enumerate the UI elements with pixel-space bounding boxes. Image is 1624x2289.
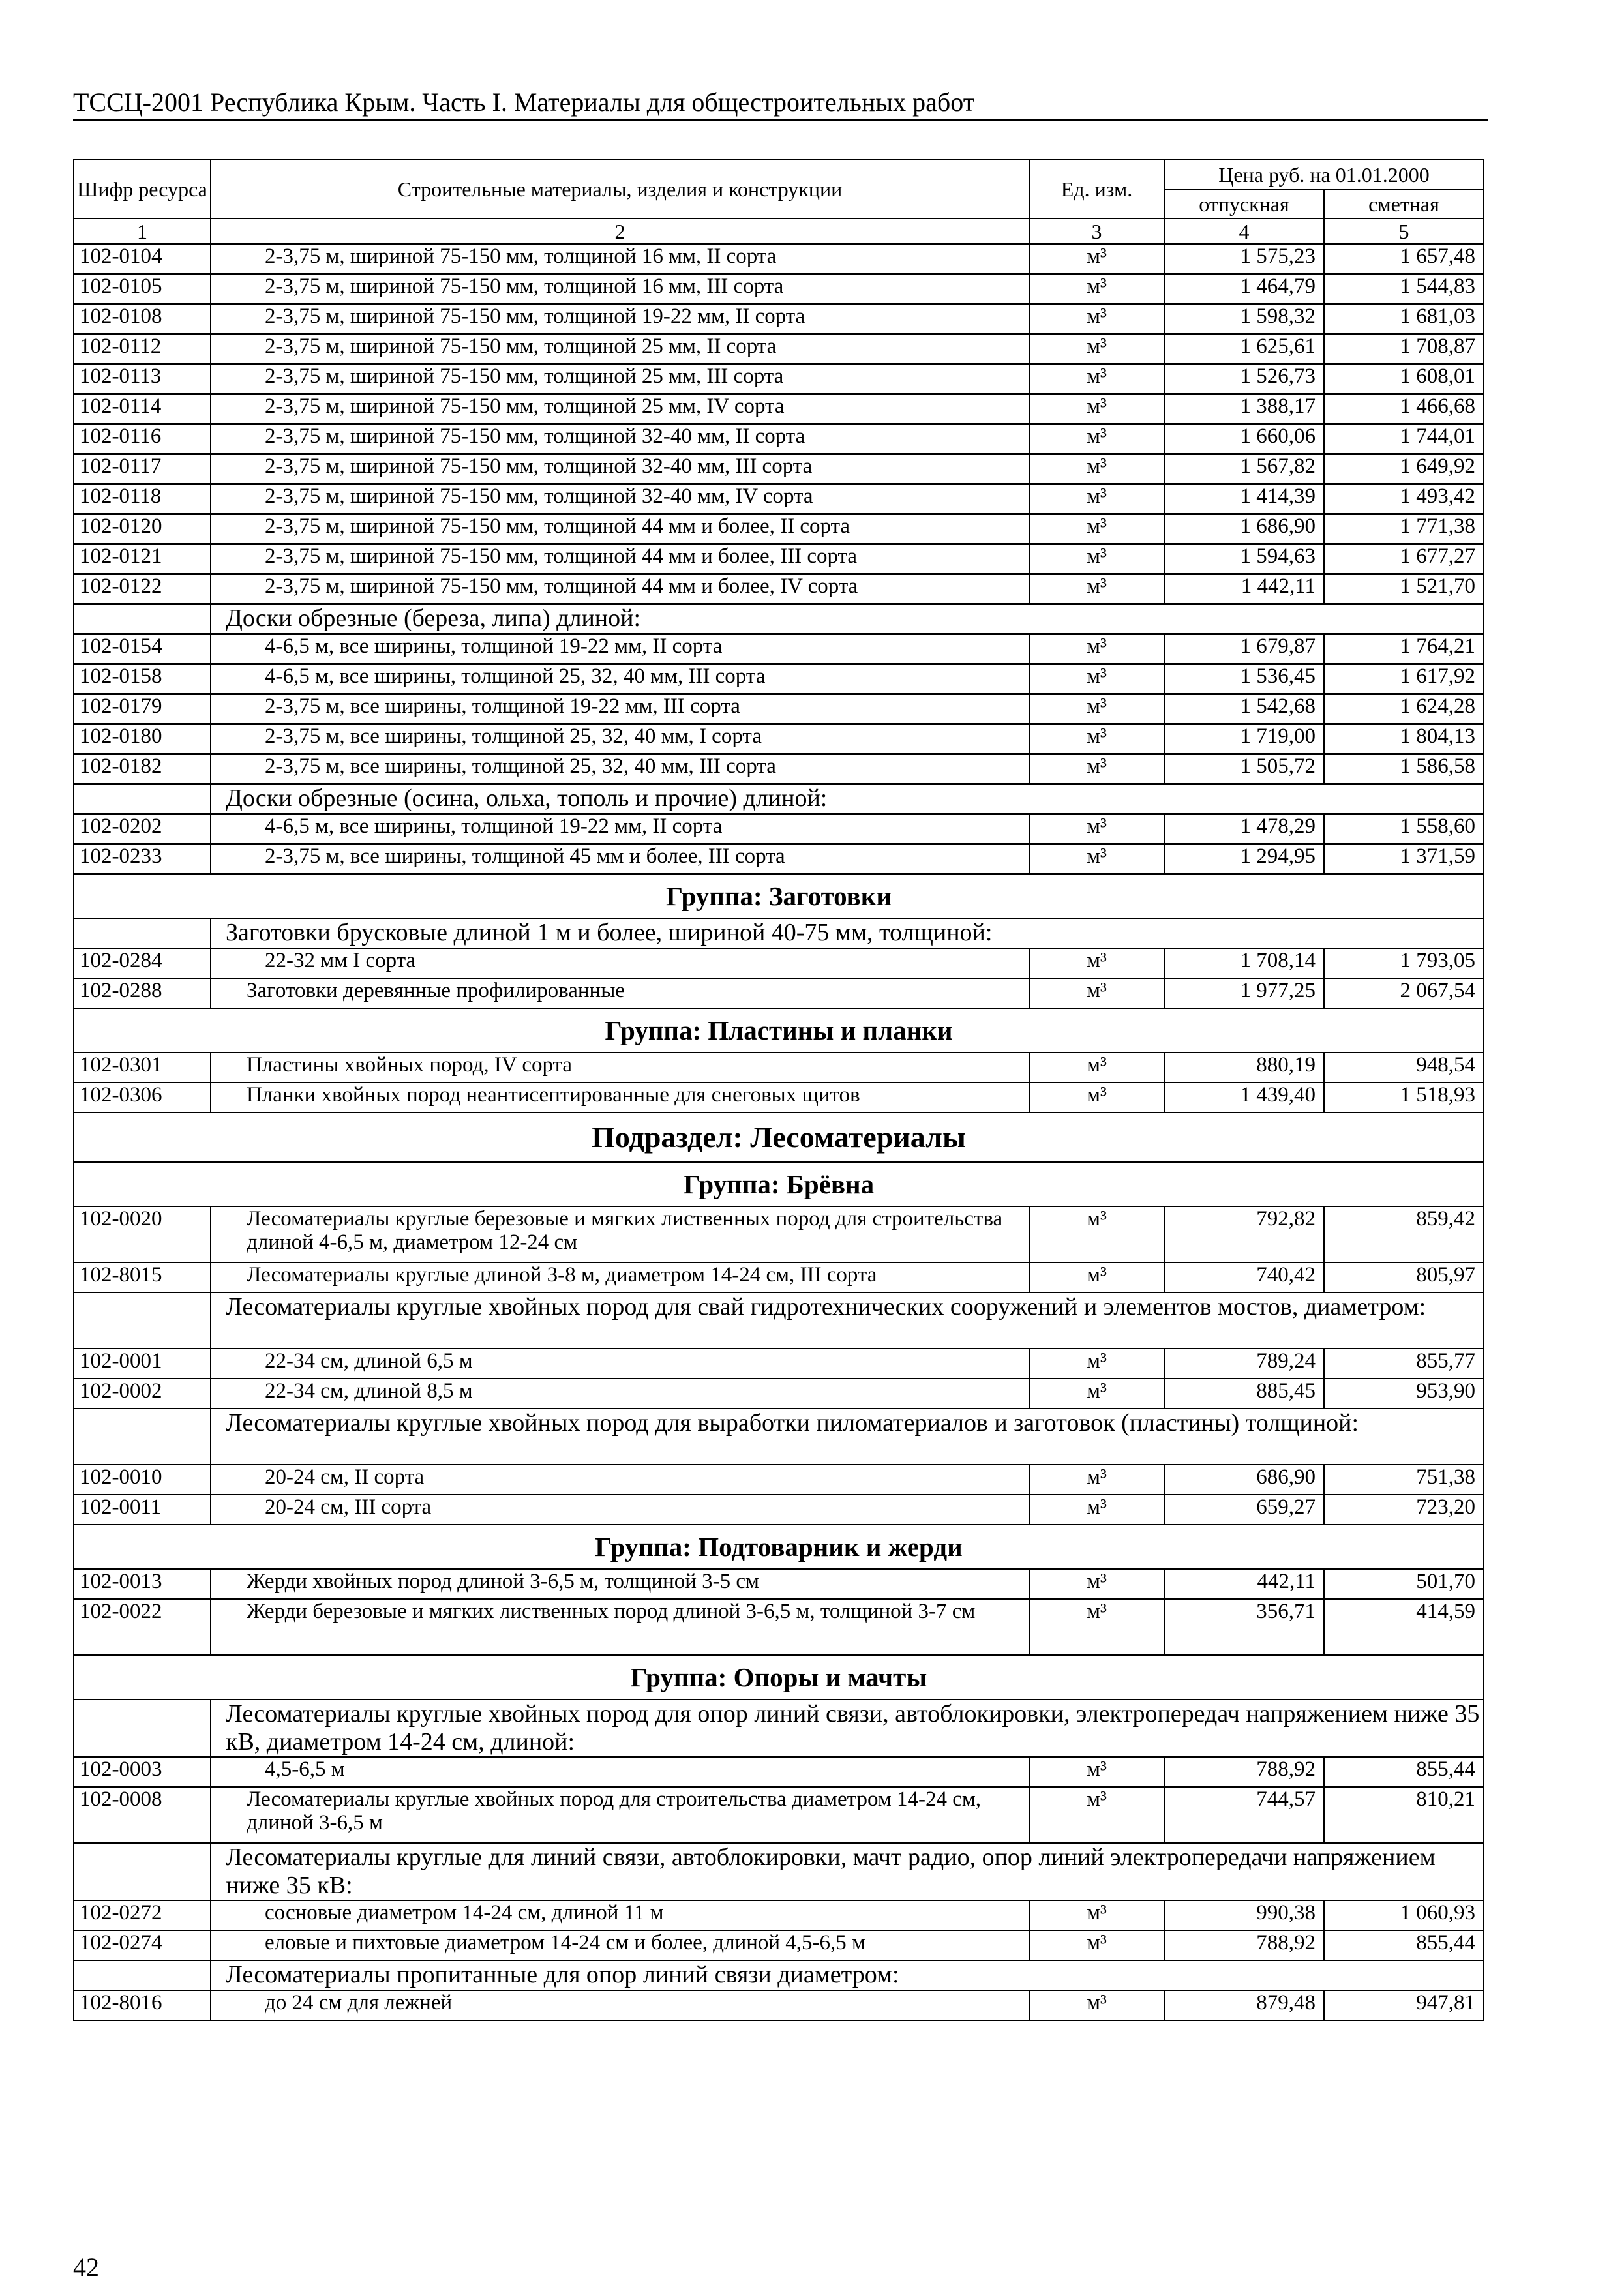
running-header: ТССЦ-2001 Республика Крым. Часть I. Материалы для общестроительных работ	[73, 87, 975, 117]
table-row	[74, 364, 1484, 394]
resource-code-cell: 102-0001	[74, 1349, 211, 1379]
table-row	[74, 814, 1484, 844]
table-row	[74, 1083, 1484, 1113]
unit-cell: м³	[1029, 454, 1164, 484]
material-name-cell: 2-3,75 м, шириной 75-150 мм, толщиной 44 мм и более, II сорта	[211, 514, 1029, 544]
table-row	[74, 634, 1484, 664]
resource-code-cell: 102-0013	[74, 1569, 211, 1599]
unit-cell: м³	[1029, 978, 1164, 1008]
unit-cell: м³	[1029, 514, 1164, 544]
subheading-row	[74, 1843, 1484, 1900]
column-number: 2	[211, 218, 1029, 244]
estimate-price-cell: 1 677,27	[1324, 544, 1484, 574]
estimate-price-cell: 751,38	[1324, 1465, 1484, 1495]
table-row	[74, 1495, 1484, 1525]
material-name-cell: сосновые диаметром 14-24 см, длиной 11 м	[211, 1900, 1029, 1930]
group-heading: Группа: Заготовки	[74, 874, 1484, 918]
unit-cell: м³	[1029, 1900, 1164, 1930]
resource-code-cell: 102-0022	[74, 1599, 211, 1655]
header-rule	[73, 119, 1488, 121]
table-row	[74, 1349, 1484, 1379]
group-heading: Группа: Пластины и планки	[74, 1008, 1484, 1053]
table-row	[74, 274, 1484, 304]
release-price-cell: 789,24	[1164, 1349, 1324, 1379]
column-number: 5	[1324, 218, 1484, 244]
unit-cell: м³	[1029, 424, 1164, 454]
estimate-price-cell: 1 764,21	[1324, 634, 1484, 664]
material-name-cell: 2-3,75 м, шириной 75-150 мм, толщиной 25 мм, IV сорта	[211, 394, 1029, 424]
group-heading: Группа: Брёвна	[74, 1162, 1484, 1206]
release-price-cell: 1 625,61	[1164, 334, 1324, 364]
table-row	[74, 1465, 1484, 1495]
release-price-cell: 792,82	[1164, 1206, 1324, 1263]
table-row	[74, 334, 1484, 364]
subheading-row	[74, 1293, 1484, 1349]
table-row	[74, 1990, 1484, 2020]
resource-code-cell: 102-0011	[74, 1495, 211, 1525]
table-row	[74, 694, 1484, 724]
release-price-cell: 744,57	[1164, 1787, 1324, 1843]
resource-code-cell: 102-0274	[74, 1930, 211, 1960]
unit-cell: м³	[1029, 1053, 1164, 1083]
resource-code-cell: 102-0180	[74, 724, 211, 754]
page-number: 42	[73, 2252, 99, 2282]
header-row-1	[74, 160, 1484, 190]
material-name-cell: 2-3,75 м, шириной 75-150 мм, толщиной 16 мм, III сорта	[211, 274, 1029, 304]
resource-code-cell: 102-0154	[74, 634, 211, 664]
release-price-cell: 1 686,90	[1164, 514, 1324, 544]
column-number: 3	[1029, 218, 1164, 244]
unit-cell: м³	[1029, 1349, 1164, 1379]
estimate-price-cell: 947,81	[1324, 1990, 1484, 2020]
resource-code-cell: 102-0272	[74, 1900, 211, 1930]
subheading-text: Доски обрезные (береза, липа) длиной:	[211, 604, 1484, 634]
unit-cell: м³	[1029, 544, 1164, 574]
release-price-cell: 788,92	[1164, 1930, 1324, 1960]
release-price-cell: 1 719,00	[1164, 724, 1324, 754]
material-name-cell: 20-24 см, III сорта	[211, 1495, 1029, 1525]
unit-cell: м³	[1029, 1569, 1164, 1599]
release-price-cell: 1 294,95	[1164, 844, 1324, 874]
estimate-price-cell: 1 708,87	[1324, 334, 1484, 364]
resource-code-cell: 102-0158	[74, 664, 211, 694]
material-name-cell: еловые и пихтовые диаметром 14-24 см и более, длиной 4,5-6,5 м	[211, 1930, 1029, 1960]
group-heading-row	[74, 874, 1484, 918]
release-price-cell: 1 977,25	[1164, 978, 1324, 1008]
release-price-cell: 1 526,73	[1164, 364, 1324, 394]
group-heading-row	[74, 1008, 1484, 1053]
resource-code-cell: 102-0116	[74, 424, 211, 454]
unit-cell: м³	[1029, 634, 1164, 664]
empty-code-cell	[74, 1843, 211, 1900]
unit-cell: м³	[1029, 844, 1164, 874]
table-row	[74, 514, 1484, 544]
col-unit-header: Ед. изм.	[1029, 160, 1164, 218]
unit-cell: м³	[1029, 484, 1164, 514]
material-name-cell: 4-6,5 м, все ширины, толщиной 19-22 мм, II сорта	[211, 634, 1029, 664]
table-row	[74, 1787, 1484, 1843]
unit-cell: м³	[1029, 574, 1164, 604]
subheading-text: Лесоматериалы круглые хвойных пород для выработки пиломатериалов и заготовок (пластины) толщиной:	[211, 1409, 1484, 1465]
material-name-cell: Лесоматериалы круглые хвойных пород для строительства диаметром 14-24 см, длиной 3-6,5 м	[211, 1787, 1029, 1843]
table-row	[74, 394, 1484, 424]
unit-cell: м³	[1029, 1379, 1164, 1409]
estimate-price-cell: 1 371,59	[1324, 844, 1484, 874]
subheading-row	[74, 1960, 1484, 1990]
estimate-price-cell: 1 544,83	[1324, 274, 1484, 304]
release-price-cell: 1 594,63	[1164, 544, 1324, 574]
material-name-cell: Жерди березовые и мягких лиственных пород длиной 3-6,5 м, толщиной 3-7 см	[211, 1599, 1029, 1655]
release-price-cell: 740,42	[1164, 1263, 1324, 1293]
unit-cell: м³	[1029, 1263, 1164, 1293]
unit-cell: м³	[1029, 364, 1164, 394]
subheading-text: Лесоматериалы круглые для линий связи, автоблокировки, мачт радио, опор линий электропередачи напряжением ниже 35 кВ:	[211, 1843, 1484, 1900]
table-row	[74, 1569, 1484, 1599]
section-heading-row	[74, 1113, 1484, 1162]
subheading-row	[74, 1699, 1484, 1757]
estimate-price-cell: 810,21	[1324, 1787, 1484, 1843]
subheading-text: Доски обрезные (осина, ольха, тополь и прочие) длиной:	[211, 784, 1484, 814]
estimate-price-cell: 501,70	[1324, 1569, 1484, 1599]
material-name-cell: 2-3,75 м, все ширины, толщиной 25, 32, 40 мм, I сорта	[211, 724, 1029, 754]
release-price-cell: 1 542,68	[1164, 694, 1324, 724]
resource-code-cell: 102-0010	[74, 1465, 211, 1495]
estimate-price-cell: 1 586,58	[1324, 754, 1484, 784]
estimate-price-cell: 1 681,03	[1324, 304, 1484, 334]
release-price-cell: 1 598,32	[1164, 304, 1324, 334]
empty-code-cell	[74, 1699, 211, 1757]
table-row	[74, 948, 1484, 978]
release-price-cell: 1 708,14	[1164, 948, 1324, 978]
unit-cell: м³	[1029, 1206, 1164, 1263]
table-row	[74, 244, 1484, 274]
release-price-cell: 1 679,87	[1164, 634, 1324, 664]
material-name-cell: 2-3,75 м, все ширины, толщиной 45 мм и более, III сорта	[211, 844, 1029, 874]
table-row	[74, 754, 1484, 784]
resource-code-cell: 102-0002	[74, 1379, 211, 1409]
subheading-row	[74, 918, 1484, 948]
resource-code-cell: 102-0301	[74, 1053, 211, 1083]
release-price-cell: 1 464,79	[1164, 274, 1324, 304]
table-row	[74, 574, 1484, 604]
unit-cell: м³	[1029, 814, 1164, 844]
release-price-cell: 1 439,40	[1164, 1083, 1324, 1113]
material-name-cell: 4-6,5 м, все ширины, толщиной 25, 32, 40 мм, III сорта	[211, 664, 1029, 694]
resource-code-cell: 102-0112	[74, 334, 211, 364]
resource-code-cell: 102-0114	[74, 394, 211, 424]
estimate-price-cell: 1 060,93	[1324, 1900, 1484, 1930]
material-name-cell: Планки хвойных пород неантисептированные для снеговых щитов	[211, 1083, 1029, 1113]
resource-code-cell: 102-0113	[74, 364, 211, 394]
column-number: 4	[1164, 218, 1324, 244]
table-row	[74, 454, 1484, 484]
empty-code-cell	[74, 1960, 211, 1990]
table-row	[74, 664, 1484, 694]
estimate-price-cell: 1 657,48	[1324, 244, 1484, 274]
material-name-cell: 2-3,75 м, шириной 75-150 мм, толщиной 32-40 мм, IV сорта	[211, 484, 1029, 514]
material-name-cell: Заготовки деревянные профилированные	[211, 978, 1029, 1008]
table-body	[74, 244, 1484, 2020]
release-price-cell: 788,92	[1164, 1757, 1324, 1787]
col-release-price-header: отпускная	[1164, 190, 1324, 218]
resource-code-cell: 102-0284	[74, 948, 211, 978]
material-name-cell: 2-3,75 м, шириной 75-150 мм, толщиной 44 мм и более, III сорта	[211, 544, 1029, 574]
resource-code-cell: 102-0120	[74, 514, 211, 544]
material-name-cell: 2-3,75 м, шириной 75-150 мм, толщиной 19-22 мм, II сорта	[211, 304, 1029, 334]
col-estimate-price-header: сметная	[1324, 190, 1484, 218]
estimate-price-cell: 1 466,68	[1324, 394, 1484, 424]
column-number: 1	[74, 218, 211, 244]
estimate-price-cell: 953,90	[1324, 1379, 1484, 1409]
subheading-text: Лесоматериалы круглые хвойных пород для свай гидротехнических сооружений и элементов мостов, диаметром:	[211, 1293, 1484, 1349]
table-row	[74, 1900, 1484, 1930]
resource-code-cell: 102-8015	[74, 1263, 211, 1293]
material-name-cell: Лесоматериалы круглые березовые и мягких лиственных пород для строительства длиной 4-6,5 м, диаметром 12-24 см	[211, 1206, 1029, 1263]
table-row	[74, 1930, 1484, 1960]
release-price-cell: 356,71	[1164, 1599, 1324, 1655]
material-name-cell: 2-3,75 м, шириной 75-150 мм, толщиной 32-40 мм, II сорта	[211, 424, 1029, 454]
table-row	[74, 1379, 1484, 1409]
estimate-price-cell: 1 608,01	[1324, 364, 1484, 394]
estimate-price-cell: 414,59	[1324, 1599, 1484, 1655]
estimate-price-cell: 855,77	[1324, 1349, 1484, 1379]
group-heading-row	[74, 1655, 1484, 1699]
unit-cell: м³	[1029, 1083, 1164, 1113]
release-price-cell: 1 505,72	[1164, 754, 1324, 784]
empty-code-cell	[74, 784, 211, 814]
table-row	[74, 1053, 1484, 1083]
unit-cell: м³	[1029, 244, 1164, 274]
material-name-cell: 4-6,5 м, все ширины, толщиной 19-22 мм, II сорта	[211, 814, 1029, 844]
unit-cell: м³	[1029, 694, 1164, 724]
unit-cell: м³	[1029, 1757, 1164, 1787]
table-row	[74, 544, 1484, 574]
release-price-cell: 1 414,39	[1164, 484, 1324, 514]
resource-code-cell: 102-0003	[74, 1757, 211, 1787]
material-name-cell: 2-3,75 м, шириной 75-150 мм, толщиной 16 мм, II сорта	[211, 244, 1029, 274]
estimate-price-cell: 723,20	[1324, 1495, 1484, 1525]
col-name-header: Строительные материалы, изделия и конструкции	[211, 160, 1029, 218]
material-name-cell: Пластины хвойных пород, IV сорта	[211, 1053, 1029, 1083]
release-price-cell: 880,19	[1164, 1053, 1324, 1083]
unit-cell: м³	[1029, 274, 1164, 304]
resource-code-cell: 102-0104	[74, 244, 211, 274]
estimate-price-cell: 1 493,42	[1324, 484, 1484, 514]
estimate-price-cell: 855,44	[1324, 1930, 1484, 1960]
subheading-row	[74, 604, 1484, 634]
group-heading-row	[74, 1162, 1484, 1206]
material-name-cell: 2-3,75 м, шириной 75-150 мм, толщиной 25 мм, II сорта	[211, 334, 1029, 364]
column-number-row	[74, 218, 1484, 244]
resource-code-cell: 102-0105	[74, 274, 211, 304]
unit-cell: м³	[1029, 304, 1164, 334]
release-price-cell: 1 567,82	[1164, 454, 1324, 484]
unit-cell: м³	[1029, 1495, 1164, 1525]
material-name-cell: 4,5-6,5 м	[211, 1757, 1029, 1787]
release-price-cell: 442,11	[1164, 1569, 1324, 1599]
group-heading-row	[74, 1525, 1484, 1569]
estimate-price-cell: 1 771,38	[1324, 514, 1484, 544]
material-name-cell: 2-3,75 м, все ширины, толщиной 19-22 мм, III сорта	[211, 694, 1029, 724]
resource-code-cell: 102-0118	[74, 484, 211, 514]
estimate-price-cell: 1 744,01	[1324, 424, 1484, 454]
subheading-text: Лесоматериалы пропитанные для опор линий связи диаметром:	[211, 1960, 1484, 1990]
resource-code-cell: 102-8016	[74, 1990, 211, 2020]
table-row	[74, 724, 1484, 754]
resource-code-cell: 102-0288	[74, 978, 211, 1008]
table-row	[74, 1599, 1484, 1655]
empty-code-cell	[74, 1293, 211, 1349]
unit-cell: м³	[1029, 1599, 1164, 1655]
estimate-price-cell: 1 617,92	[1324, 664, 1484, 694]
unit-cell: м³	[1029, 394, 1164, 424]
estimate-price-cell: 1 804,13	[1324, 724, 1484, 754]
unit-cell: м³	[1029, 1465, 1164, 1495]
release-price-cell: 1 536,45	[1164, 664, 1324, 694]
col-code-header: Шифр ресурса	[74, 160, 211, 218]
estimate-price-cell: 805,97	[1324, 1263, 1484, 1293]
release-price-cell: 659,27	[1164, 1495, 1324, 1525]
table-row	[74, 1206, 1484, 1263]
table-row	[74, 1757, 1484, 1787]
unit-cell: м³	[1029, 1787, 1164, 1843]
resource-code-cell: 102-0121	[74, 544, 211, 574]
material-name-cell: 2-3,75 м, все ширины, толщиной 25, 32, 40 мм, III сорта	[211, 754, 1029, 784]
table-row	[74, 844, 1484, 874]
resource-code-cell: 102-0202	[74, 814, 211, 844]
release-price-cell: 1 478,29	[1164, 814, 1324, 844]
estimate-price-cell: 1 793,05	[1324, 948, 1484, 978]
material-name-cell: 20-24 см, II сорта	[211, 1465, 1029, 1495]
unit-cell: м³	[1029, 334, 1164, 364]
table-row	[74, 424, 1484, 454]
resource-code-cell: 102-0179	[74, 694, 211, 724]
table-row	[74, 978, 1484, 1008]
unit-cell: м³	[1029, 754, 1164, 784]
estimate-price-cell: 1 521,70	[1324, 574, 1484, 604]
release-price-cell: 1 660,06	[1164, 424, 1324, 454]
estimate-price-cell: 1 558,60	[1324, 814, 1484, 844]
table-row	[74, 304, 1484, 334]
material-name-cell: 2-3,75 м, шириной 75-150 мм, толщиной 44 мм и более, IV сорта	[211, 574, 1029, 604]
estimate-price-cell: 948,54	[1324, 1053, 1484, 1083]
material-name-cell: 2-3,75 м, шириной 75-150 мм, толщиной 32-40 мм, III сорта	[211, 454, 1029, 484]
resource-code-cell: 102-0008	[74, 1787, 211, 1843]
unit-cell: м³	[1029, 724, 1164, 754]
estimate-price-cell: 2 067,54	[1324, 978, 1484, 1008]
estimate-price-cell: 1 518,93	[1324, 1083, 1484, 1113]
unit-cell: м³	[1029, 1930, 1164, 1960]
resource-code-cell: 102-0182	[74, 754, 211, 784]
release-price-cell: 1 442,11	[1164, 574, 1324, 604]
material-name-cell: 22-34 см, длиной 6,5 м	[211, 1349, 1029, 1379]
empty-code-cell	[74, 1409, 211, 1465]
unit-cell: м³	[1029, 948, 1164, 978]
release-price-cell: 1 575,23	[1164, 244, 1324, 274]
material-name-cell: 22-34 см, длиной 8,5 м	[211, 1379, 1029, 1409]
resource-code-cell: 102-0122	[74, 574, 211, 604]
estimate-price-cell: 855,44	[1324, 1757, 1484, 1787]
table-row	[74, 484, 1484, 514]
material-name-cell: до 24 см для лежней	[211, 1990, 1029, 2020]
unit-cell: м³	[1029, 664, 1164, 694]
group-heading: Группа: Подтоварник и жерди	[74, 1525, 1484, 1569]
material-name-cell: 2-3,75 м, шириной 75-150 мм, толщиной 25 мм, III сорта	[211, 364, 1029, 394]
resource-code-cell: 102-0020	[74, 1206, 211, 1263]
col-price-header: Цена руб. на 01.01.2000	[1164, 160, 1484, 190]
resource-code-cell: 102-0233	[74, 844, 211, 874]
subheading-text: Заготовки брусковые длиной 1 м и более, шириной 40-75 мм, толщиной:	[211, 918, 1484, 948]
estimate-price-cell: 1 624,28	[1324, 694, 1484, 724]
estimate-price-cell: 1 649,92	[1324, 454, 1484, 484]
release-price-cell: 1 388,17	[1164, 394, 1324, 424]
section-heading: Подраздел: Лесоматериалы	[74, 1113, 1484, 1162]
price-table	[73, 159, 1484, 2021]
subheading-row	[74, 1409, 1484, 1465]
subheading-text: Лесоматериалы круглые хвойных пород для опор линий связи, автоблокировки, электропередач напряжением ниже 35 кВ, диаметром 14-24 см, длиной:	[211, 1699, 1484, 1757]
unit-cell: м³	[1029, 1990, 1164, 2020]
subheading-row	[74, 784, 1484, 814]
empty-code-cell	[74, 918, 211, 948]
material-name-cell: Жерди хвойных пород длиной 3-6,5 м, толщиной 3-5 см	[211, 1569, 1029, 1599]
release-price-cell: 686,90	[1164, 1465, 1324, 1495]
resource-code-cell: 102-0306	[74, 1083, 211, 1113]
release-price-cell: 879,48	[1164, 1990, 1324, 2020]
release-price-cell: 885,45	[1164, 1379, 1324, 1409]
empty-code-cell	[74, 604, 211, 634]
release-price-cell: 990,38	[1164, 1900, 1324, 1930]
material-name-cell: 22-32 мм I сорта	[211, 948, 1029, 978]
resource-code-cell: 102-0108	[74, 304, 211, 334]
estimate-price-cell: 859,42	[1324, 1206, 1484, 1263]
material-name-cell: Лесоматериалы круглые длиной 3-8 м, диаметром 14-24 см, III сорта	[211, 1263, 1029, 1293]
resource-code-cell: 102-0117	[74, 454, 211, 484]
table-row	[74, 1263, 1484, 1293]
group-heading: Группа: Опоры и мачты	[74, 1655, 1484, 1699]
